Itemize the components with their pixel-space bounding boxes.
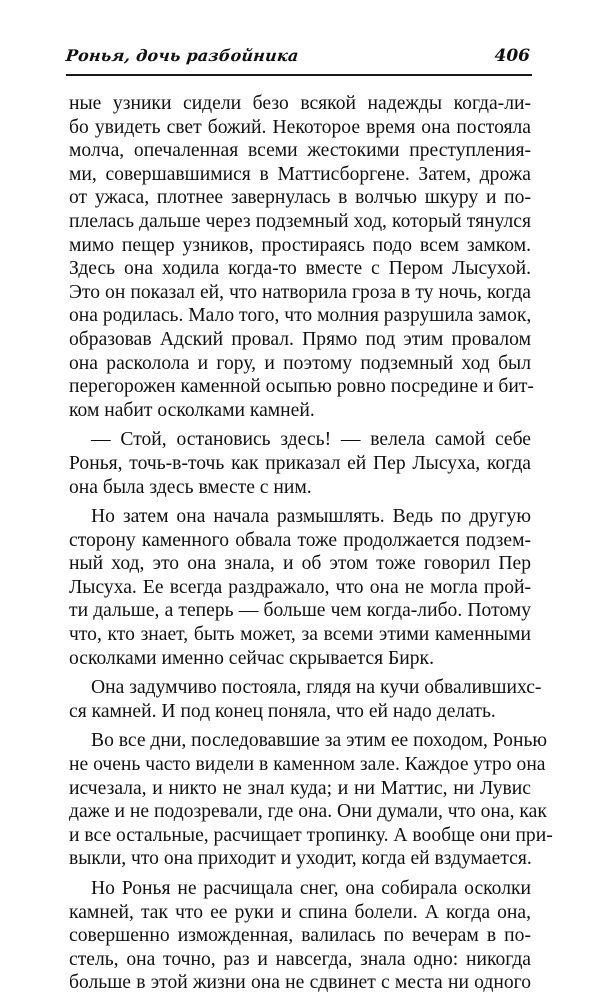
text-line: даже и не подозревали, где она. Они думали, что она, как xyxy=(69,801,547,823)
text-line: выкли, что она приходит и уходит, когда ей вздумается. xyxy=(69,848,532,870)
text-line: больше в этой жизни она не сдвинет с места ни одного xyxy=(69,972,531,994)
paragraph-6 xyxy=(69,877,531,995)
page-number: 406 xyxy=(494,46,530,66)
running-title: Ронья, дочь разбойника xyxy=(65,46,300,65)
text-line: — Стой, остановись здесь! — велела самой себе xyxy=(91,429,531,451)
paragraph-5 xyxy=(69,729,553,871)
text-line: она родилась. Мало того, что молния разрушила замок, xyxy=(69,305,532,327)
text-line: исчезала, и никто не знал куда; и ни Маттис, ни Лувис xyxy=(69,777,531,799)
text-line: не очень часто видели в каменном зале. Каждое утро она xyxy=(69,754,546,776)
paragraph-4 xyxy=(69,676,542,723)
text-line: стель, она точно, раз и навсегда, знала одно: никогда xyxy=(69,948,531,970)
text-line: Лысуха. Ее всегда раздражало, что она не могла прой- xyxy=(69,576,531,598)
text-line: совершенно изможденная, валилась по вечерам в по- xyxy=(69,925,531,947)
text-line: Это он показал ей, что натворила гроза в ту ночь, когда xyxy=(69,281,531,303)
text-line: ми, совершавшимися в Маттисборгене. Затем, дрожа xyxy=(69,163,531,185)
text-line: и все остальные, расчищает тропинку. А вообще они при- xyxy=(69,824,553,846)
text-line: Здесь она ходила когда-то вместе с Пером Лысухой. xyxy=(69,258,531,280)
text-line: бо увидеть свет божий. Некоторое время она постояла xyxy=(69,116,531,138)
body-text xyxy=(69,92,553,1001)
text-line: мимо пещер узников, простираясь подо всем замком. xyxy=(69,234,531,256)
text-line: Она задумчиво постояла, глядя на кучи обвалившихс- xyxy=(91,677,542,699)
text-line: она была здесь вместе с ним. xyxy=(69,476,312,498)
paragraph-3 xyxy=(69,505,531,670)
text-line: сторону каменного обвала тоже продолжается подзем- xyxy=(69,529,531,551)
text-line: молча, опечаленная всеми жестокими преступления- xyxy=(69,140,531,162)
paragraph-1 xyxy=(69,92,534,422)
text-line: Ронья, точь-в-точь как приказал ей Пер Лысуха, когда xyxy=(69,452,531,474)
text-line: она расколола и гору, и поэтому подземный ход был xyxy=(69,352,531,374)
text-line: Но затем она начала размышлять. Ведь по другую xyxy=(91,506,531,528)
text-line: камней, так что ее руки и спина болели. А когда она, xyxy=(69,901,531,923)
text-line: ный ход, это она знала, и об этом тоже говорил Пер xyxy=(69,553,531,575)
text-line: что, кто знает, быть может, за всеми этими каменными xyxy=(69,624,531,646)
text-line: ные узники сидели безо всякой надежды когда-ли- xyxy=(69,93,531,114)
text-line: ся камней. И под конец поняла, что ей надо делать. xyxy=(69,700,496,722)
running-header xyxy=(66,44,532,76)
text-line: Но Ронья не расчищала снег, она собирала осколки xyxy=(91,878,531,899)
paragraph-2 xyxy=(69,428,531,499)
text-line: ти дальше, а теперь — больше чем когда-либо. Потому xyxy=(69,600,531,622)
text-line: Во все дни, последовавшие за этим ее походом, Ронью xyxy=(91,730,548,752)
text-line: образовав Адский провал. Прямо под этим провалом xyxy=(69,328,531,350)
text-line: осколками именно сейчас скрывается Бирк. xyxy=(69,647,434,669)
text-line: перегорожен каменной осыпью ровно посредине и бит- xyxy=(69,376,534,398)
text-line: ком набит осколками камней. xyxy=(69,399,315,421)
text-line: от ужаса, плотнее завернулась в волчью шкуру и по- xyxy=(69,187,531,209)
text-line: плелась дальше через подземный ход, который тянулся xyxy=(69,210,531,232)
